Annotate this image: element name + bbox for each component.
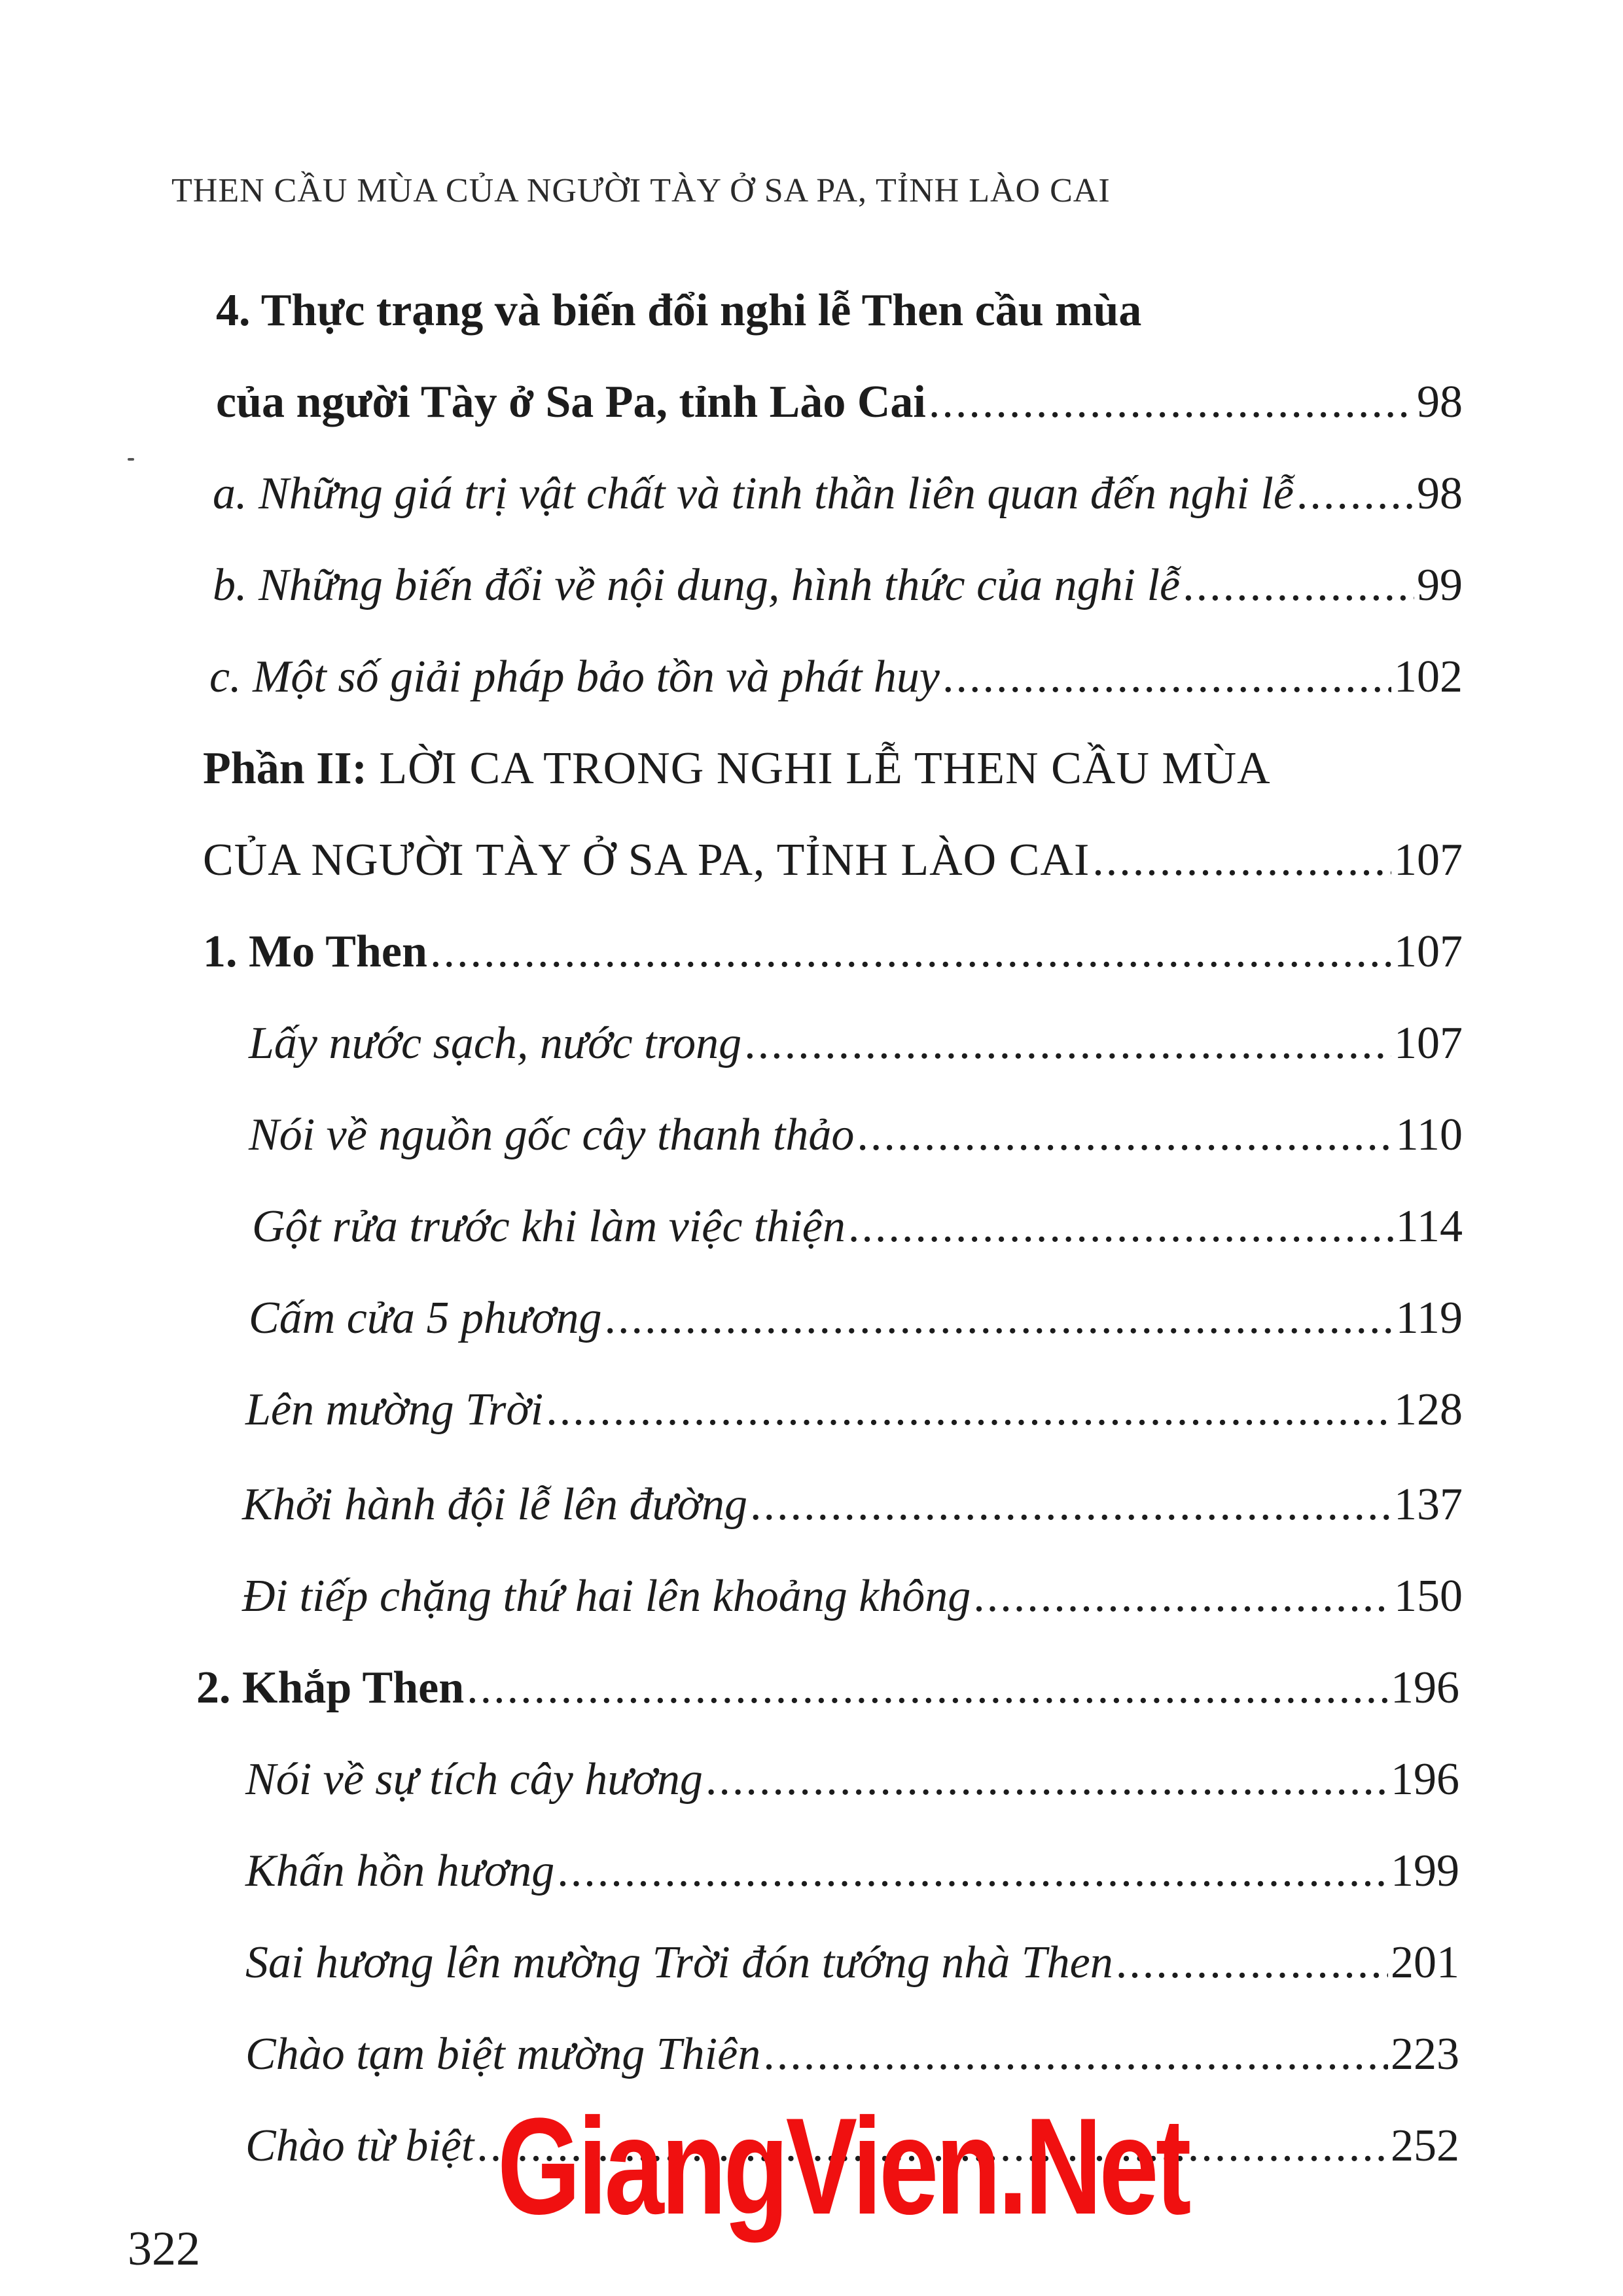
- toc-dot-leader: [705, 1757, 1388, 1803]
- toc-entry: [245, 2029, 1459, 2079]
- toc-dot-leader: [744, 1021, 1391, 1067]
- watermark-logo: GiangVien.Net: [497, 2089, 1188, 2243]
- stray-mark: [128, 458, 134, 461]
- toc-dot-leader: [546, 1387, 1391, 1433]
- toc-entry: [213, 468, 1463, 519]
- toc-entry-label: Chào tạm biệt mường Thiên: [245, 2029, 761, 2079]
- toc-entry-label: Gột rửa trước khi làm việc thiện: [252, 1201, 846, 1252]
- toc-entry: [203, 929, 1463, 975]
- toc-dot-leader: [973, 1574, 1391, 1619]
- toc-entry-label: Khấn hồn hương: [245, 1846, 555, 1896]
- toc-entry-page: 102: [1394, 652, 1463, 702]
- toc-dot-leader: [557, 1848, 1388, 1894]
- toc-entry: [249, 1018, 1463, 1069]
- toc-entry-label: Nói về nguồn gốc cây thanh thảo: [249, 1110, 855, 1160]
- toc-entry-label: 4. Thực trạng và biến đổi nghi lễ Then cầu mùa: [216, 285, 1142, 336]
- toc-entry-label: của người Tày ở Sa Pa, tỉnh Lào Cai: [216, 377, 926, 427]
- toc-entry-page: 252: [1391, 2121, 1459, 2171]
- toc-entry-page: 128: [1394, 1385, 1463, 1435]
- toc-entry-page: 98: [1417, 377, 1463, 427]
- toc-entry-label: Chào từ biệt: [245, 2121, 474, 2171]
- toc-entry-label: CỦA NGƯỜI TÀY Ở SA PA, TỈNH LÀO CAI: [203, 835, 1090, 885]
- toc-entry: [245, 1848, 1459, 1894]
- toc-dot-leader: [848, 1204, 1393, 1250]
- toc-entry-page: 223: [1391, 2029, 1459, 2079]
- toc-dot-leader: [763, 2032, 1388, 2077]
- page-number: 322: [128, 2222, 200, 2276]
- toc-entry: [242, 1571, 1463, 1621]
- toc-entry-page: 107: [1394, 835, 1463, 885]
- toc-entry-page: 196: [1391, 1663, 1459, 1713]
- toc-dot-leader: [750, 1482, 1391, 1528]
- toc-entry-page: 137: [1394, 1479, 1463, 1530]
- toc-entry-label: c. Một số giải pháp bảo tồn và phát huy: [209, 652, 940, 702]
- toc-entry: [216, 285, 1224, 336]
- toc-entry-page: 110: [1395, 1110, 1463, 1160]
- toc-entry-page: 107: [1394, 927, 1463, 977]
- toc-entry: [249, 1293, 1463, 1343]
- toc-entry-label: Nói về sự tích cây hương: [245, 1754, 703, 1805]
- toc-entry-label: Khởi hành đội lễ lên đường: [242, 1479, 748, 1530]
- toc-entry-page: 99: [1417, 560, 1463, 610]
- toc-entry-page: 201: [1391, 1937, 1459, 1988]
- toc-dot-leader: [1296, 471, 1414, 517]
- toc-entry: [209, 654, 1463, 700]
- toc-entry-page: 199: [1391, 1846, 1459, 1896]
- toc-entry-label: Lên mường Trời: [245, 1385, 544, 1435]
- toc-entry: [203, 743, 1361, 794]
- toc-entry: [203, 835, 1463, 885]
- toc-dot-leader: [605, 1296, 1393, 1341]
- toc-entry-label: Đi tiếp chặng thứ hai lên khoảng không: [242, 1571, 971, 1621]
- toc-entry-label: b. Những biến đổi về nội dung, hình thức của nghi lễ: [213, 560, 1181, 610]
- toc-entry: [245, 1754, 1459, 1805]
- toc-entry-page: 150: [1394, 1571, 1463, 1621]
- running-header: THEN CẦU MÙA CỦA NGƯỜI TÀY Ở SA PA, TỈNH LÀO CAI: [171, 172, 1111, 209]
- toc-entry: [252, 1201, 1463, 1252]
- toc-entry-label: Cấm cửa 5 phương: [249, 1293, 602, 1343]
- toc-entry: [249, 1112, 1463, 1158]
- toc-dot-leader: [857, 1112, 1393, 1158]
- toc-dot-leader: [430, 929, 1391, 975]
- toc-entry: [213, 560, 1463, 610]
- toc-entry: [196, 1665, 1459, 1711]
- toc-dot-leader: [1116, 1940, 1388, 1986]
- toc-entry: [242, 1479, 1463, 1530]
- toc-entry-page: 98: [1417, 468, 1463, 519]
- toc-entry-page: 196: [1391, 1754, 1459, 1805]
- toc-entry-page: 114: [1395, 1201, 1463, 1252]
- toc-dot-leader: [1183, 563, 1414, 609]
- toc-entry-label: 2. Khắp Then: [196, 1663, 465, 1713]
- toc-entry-page: 119: [1395, 1293, 1463, 1343]
- toc-dot-leader: [942, 654, 1391, 700]
- toc-entry-label: a. Những giá trị vật chất và tinh thần liên quan đến nghi lễ: [213, 468, 1294, 519]
- toc-entry: [245, 1937, 1459, 1988]
- toc-entry-label: Phần II: LỜI CA TRONG NGHI LỄ THEN CẦU MÙA: [203, 743, 1271, 794]
- toc-entry: [216, 377, 1463, 427]
- toc-dot-leader: [467, 1665, 1388, 1711]
- toc-entry-label: Sai hương lên mường Trời đón tướng nhà Then: [245, 1937, 1113, 1988]
- toc-entry-label: Lấy nước sạch, nước trong: [249, 1018, 742, 1069]
- toc-entry-page: 107: [1394, 1018, 1463, 1069]
- toc-entry-label: 1. Mo Then: [203, 927, 427, 977]
- toc-entry: [245, 1387, 1463, 1433]
- toc-dot-leader: [929, 380, 1414, 425]
- toc-dot-leader: [1092, 838, 1391, 883]
